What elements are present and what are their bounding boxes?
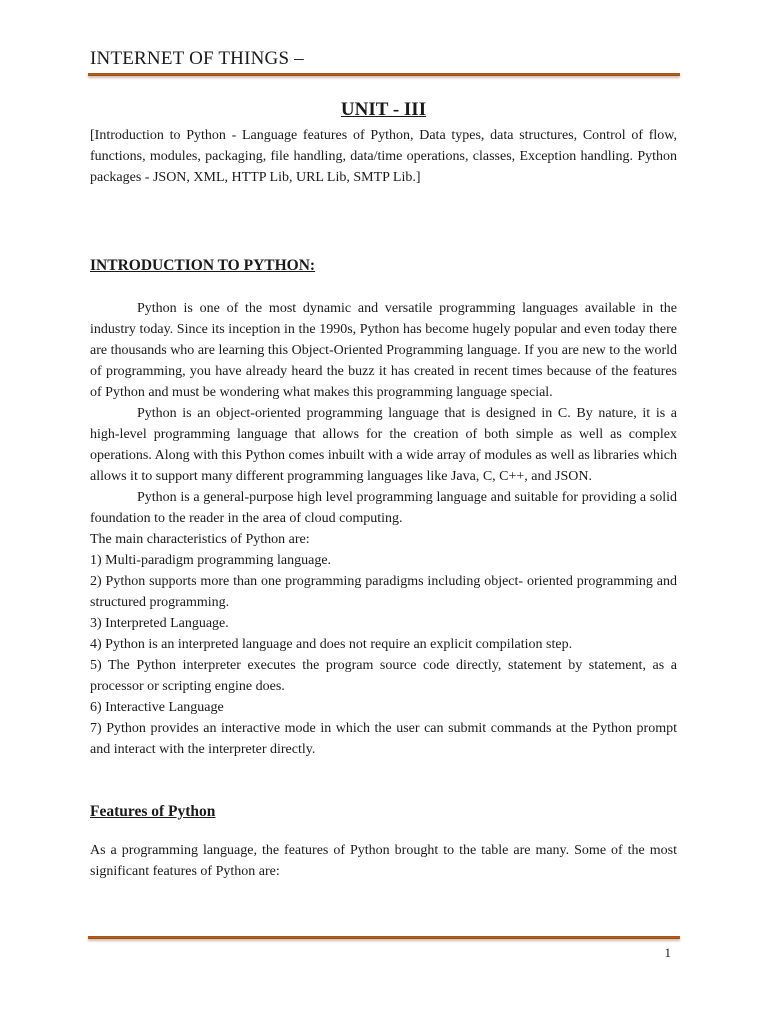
page-number: 1 — [664, 945, 671, 960]
characteristic-item-2: 2) Python supports more than one programming paradigms including object- oriented programming and structured programming. — [90, 574, 677, 610]
features-paragraph: As a programming language, the features of Python brought to the table are many. Some of the most significant features of Python are: — [90, 843, 677, 879]
characteristic-item-7: 7) Python provides an interactive mode in which the user can submit commands at the Python prompt and interact with the interpreter directly. — [90, 721, 677, 757]
intro-paragraph-3: Python is a general-purpose high level programming language and suitable for providing a solid foundation to the reader in the area of cloud computing. — [90, 490, 677, 526]
intro-paragraph-1: Python is one of the most dynamic and versatile programming languages available in the industry today. Since its inception in the 1990s, Python has become hugely popular and even today there are thousands who are learning this Object-Oriented Programming language. If you are new to the world of programming, you have already heard the buzz it has created in recent times because of the features of Python and must be wondering what makes this programming language special. — [90, 301, 677, 400]
features-heading: Features of Python — [90, 803, 216, 820]
syllabus-text: [Introduction to Python - Language features of Python, Data types, data structures, Control of flow, functions, modules, packaging, file handling, data/time operations, classes, Exception handling. Python packages - JSON, XML, HTTP Lib, URL Lib, SMTP Lib.] — [90, 128, 677, 185]
page-body — [90, 96, 677, 882]
characteristic-item-3: 3) Interpreted Language. — [90, 616, 229, 631]
running-header-title: INTERNET OF THINGS – — [90, 48, 304, 69]
characteristic-item-6: 6) Interactive Language — [90, 700, 224, 715]
intro-paragraph-2: Python is an object-oriented programming language that is designed in C. By nature, it is a high-level programming language that allows for the creation of both simple as well as complex operations. Along with this Python comes inbuilt with a wide array of modules as well as libraries which allows it to support many different programming languages like Java, C, C++, and JSON. — [90, 406, 677, 484]
footer-rule — [88, 936, 680, 939]
intro-heading: INTRODUCTION TO PYTHON: — [90, 257, 316, 274]
characteristic-item-5: 5) The Python interpreter executes the program source code directly, statement by statement, as a processor or scripting engine does. — [90, 658, 677, 694]
characteristic-item-4: 4) Python is an interpreted language and does not require an explicit compilation step. — [90, 637, 573, 652]
characteristic-item-1: 1) Multi-paradigm programming language. — [90, 553, 332, 568]
characteristics-lead: The main characteristics of Python are: — [90, 532, 310, 547]
header-rule — [88, 73, 680, 76]
unit-title: UNIT - III — [340, 99, 427, 120]
